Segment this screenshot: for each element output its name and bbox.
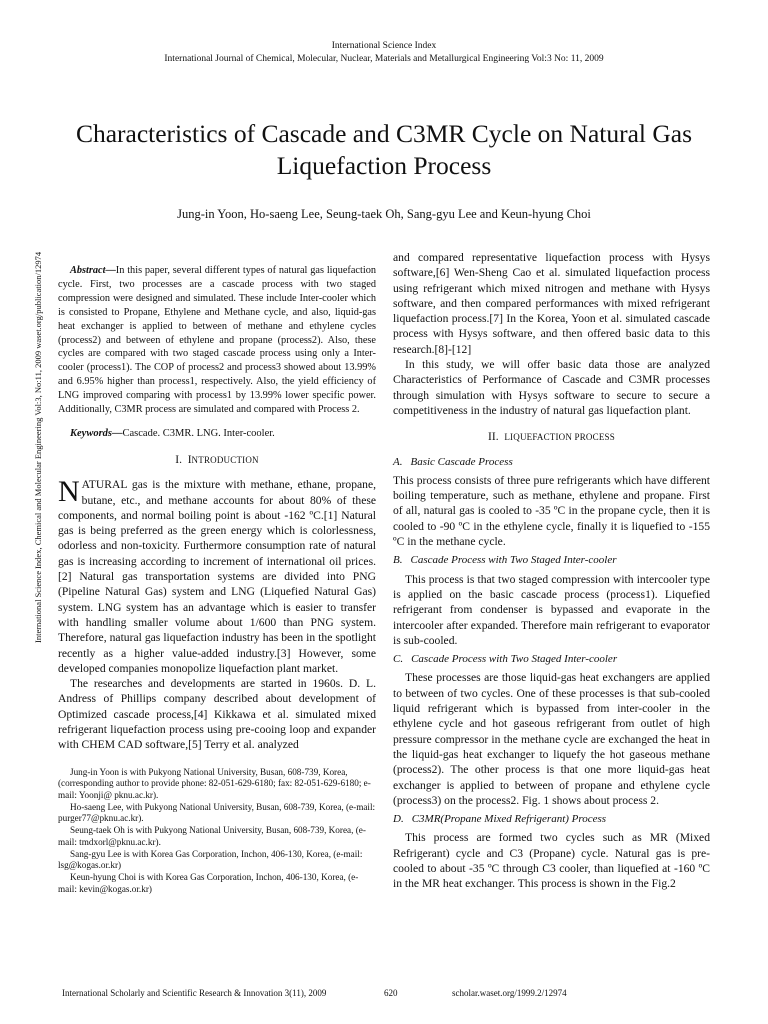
left-column [58, 264, 376, 895]
paragraph-c3mr: This process are formed two cycles such as MR (Mixed Refrigerant) cycle and C3 (Propane) cycle. Natural gas is pre-cooled to about -35 ºC through C3 cooler, than liquefied at -160 ºC in the MR heat exchanger. This process is shown in the Fig.2 [393, 831, 710, 891]
subsection-heading-b [393, 553, 710, 568]
footnote: Ho-saeng Lee, with Pukyong National University, Busan, 608-739, Korea, (e-mail: purger77@pknu.ac.kr). [58, 801, 376, 824]
footnote: Sang-gyu Lee is with Korea Gas Corporation, Inchon, 406-130, Korea, (e-mail: lsg@kogas.or.kr) [58, 848, 363, 871]
section-heading-liquefaction [393, 430, 710, 445]
author-footnotes [58, 767, 376, 896]
subsection-title: C3MR(Propane Mixed Refrigerant) Process [411, 813, 607, 826]
paragraph-basic-cascade: This process consists of three pure refrigerants which have different boiling temperature, such as methane, ethylene and propane. First of all, natural gas is cooled to -35 ºC in the propane cycle, then it is cooled to -90 ºC in the ethylene cycle, finally it is liquefied to -155 ºC in the methane cycle. [393, 473, 710, 549]
author-list: Jung-in Yoon, Ho-saeng Lee, Seung-taek Oh, Sang-gyu Lee and Keun-hyung Choi [177, 207, 591, 221]
subsection-title: Cascade Process with Two Staged Inter-cooler [411, 653, 618, 666]
page-number: 620 [384, 988, 398, 998]
section-number: II. [488, 431, 499, 444]
section-title: LIQUEFACTION PROCESS [504, 432, 615, 443]
subsection-letter: B. [393, 554, 403, 567]
subsection-title: Basic Cascade Process [410, 455, 513, 468]
abstract-dash: — [105, 265, 116, 276]
intro-text-1: ATURAL gas is the mixture with methane, ethane, propane, butane, etc., and methane accounts for about 80% of these components, and normal boiling point is about -162 ºC.[1] Natural gas is being preferred as the green energy which is colorlessness, odorless and non-toxicity. Furthermore consumption rate of natural gas is increasing according to increment of international oil prices.[2] Natural gas transportation systems are divided into PNG (Pipeline Natural Gas) system and LNG (Liquefied Natural Gas) system. LNG system has an advantage which is easier to transfer with handling smaller volume about 1/600 than PNG system. Therefore, natural gas liquefaction industry has been in the spotlight recently as a higher value-added industry.[3] However, some developed companies monopolize liquefaction plant market. [58, 478, 376, 675]
paper-title: Characteristics of Cascade and C3MR Cycle on Natural Gas Liquefaction Process [75, 119, 693, 180]
intro-paragraph-2: The researches and developments are started in 1960s. D. L. Andress of Phillips company described about development of Optimized cascade process,[4] Kikkawa et al. simulated mixed refrigerant liquefaction process using pre-cooing loop and expander with CHEM CAD software,[5] Terry et al. analyzed [58, 677, 376, 752]
section-title-rest: NTRODUCTION [191, 454, 259, 465]
drop-cap: N [58, 475, 80, 509]
keywords [58, 427, 376, 441]
subsection-letter: D. [393, 813, 404, 826]
intro-continued-paragraph: and compared representative liquefaction process with Hysys software,[6] Wen-Sheng Cao et al. simulated liquefaction process using refrigerant which mixed nitrogen and methane with Hysys software, and then compared performances with mixed refrigerant liquefaction process.[7] In the Korea, Yoon et al. simulated cascade process with Hysys software, and then offered basic data to this research.[8]-[12] [393, 251, 710, 356]
section-title-initial: I [187, 453, 192, 466]
subsection-heading-d [393, 812, 710, 827]
side-watermark: International Science Index, Chemical and Molecular Engineering Vol:3, No:11, 2009 waset.org/publication/12974 [33, 251, 43, 643]
study-paragraph: In this study, we will offer basic data those are analyzed Characteristics of Performance of Cascade and C3MR processes through simulation with Hysys software to secure to secure a competitiveness in the industry of natural gas liquefaction plant. [393, 358, 710, 417]
footnote: Keun-hyung Choi is with Korea Gas Corporation, Inchon, 406-130, Korea, (e-mail: kevin@kogas.or.kr) [58, 871, 359, 894]
abstract-text: In this paper, several different types of natural gas liquefaction cycle. First, two processes are a cascade process with two staged compression were designed and simulated. These include Inter-cooler which is consisted to Propane, Ethylene and Methane cycle, and also, liquid-gas heat exchanger is applied to between of methane and ethylene cycles (process2) and between of ethylene and propane (process2). Also, these cycles are compared with two staged cascade process using only a Inter-cooler (process1). The COP of process2 and process3 showed about 13.99% and 6.95% higher than process1, respectively. Also, the yield efficiency of LNG improved comparing with process1 by 13.99% lower specific power. Additionally, C3MR process are simulated and compared with Process 2. [58, 265, 376, 416]
paragraph-heat-exchanger: These processes are those liquid-gas heat exchangers are applied to between of two cycles. One of these processes is that sub-cooled liquid refrigerant which is bypassed from inter-cooler in the ethylene cycle and hot gaseous refrigerant from outlet of high pressure compressor in the methane cycle are exchanged the heat in the liquid-gas heat exchanger to liquefy the hot gaseous methane (process2). The other process is that one more liquid-gas heat exchanger is applied to between of propane and ethylene cycle (process3) on the process2. Fig. 1 shows about process 2. [393, 671, 710, 807]
subsection-heading-a [393, 455, 710, 470]
footnote: Seung-taek Oh is with Pukyong National University, Busan, 608-739, Korea, (e-mail: tmdxorl@pknu.ac.kr). [58, 825, 366, 847]
footnote: Jung-in Yoon is with Pukyong National University, Busan, 608-739, Korea, (corresponding author to provide phone: 82-051-629-6180; fax: 82-051-629-6180; e-mail: Yoonji@ pknu.ac.kr). [58, 766, 371, 801]
section-number: I. [175, 453, 182, 466]
journal-header: International Journal of Chemical, Molecular, Nuclear, Materials and Metallurgical Engineering Vol:3 No: 11, 2009 [164, 54, 604, 64]
abstract [58, 264, 376, 417]
subsection-title: Cascade Process with Two Staged Inter-cooler [410, 554, 617, 567]
index-header: International Science Index [331, 41, 437, 51]
paragraph-intercooler: This process is that two staged compression with intercooler type is applied on the basic cascade process (process1). Liquefied refrigerant from condenser is bypassed and evaporate in the intercooler after expanded. Therefore main refrigerant to evaporator is sub-cooled. [393, 572, 710, 647]
section-heading-introduction [58, 453, 376, 468]
subsection-letter: A. [393, 455, 403, 468]
subsection-letter: C. [393, 653, 404, 666]
abstract-label: Abstract [70, 265, 106, 276]
footer-url: scholar.waset.org/1999.2/12974 [452, 988, 567, 998]
footer-publisher: International Scholarly and Scientific Research & Innovation 3(11), 2009 [62, 988, 327, 998]
intro-paragraph-1 [58, 477, 376, 676]
subsection-heading-c [393, 652, 710, 667]
keywords-label: Keywords [70, 427, 112, 439]
keywords-text: Cascade. C3MR. LNG. Inter-cooler. [122, 427, 275, 439]
right-column [393, 250, 710, 892]
keywords-dash: — [112, 427, 123, 439]
